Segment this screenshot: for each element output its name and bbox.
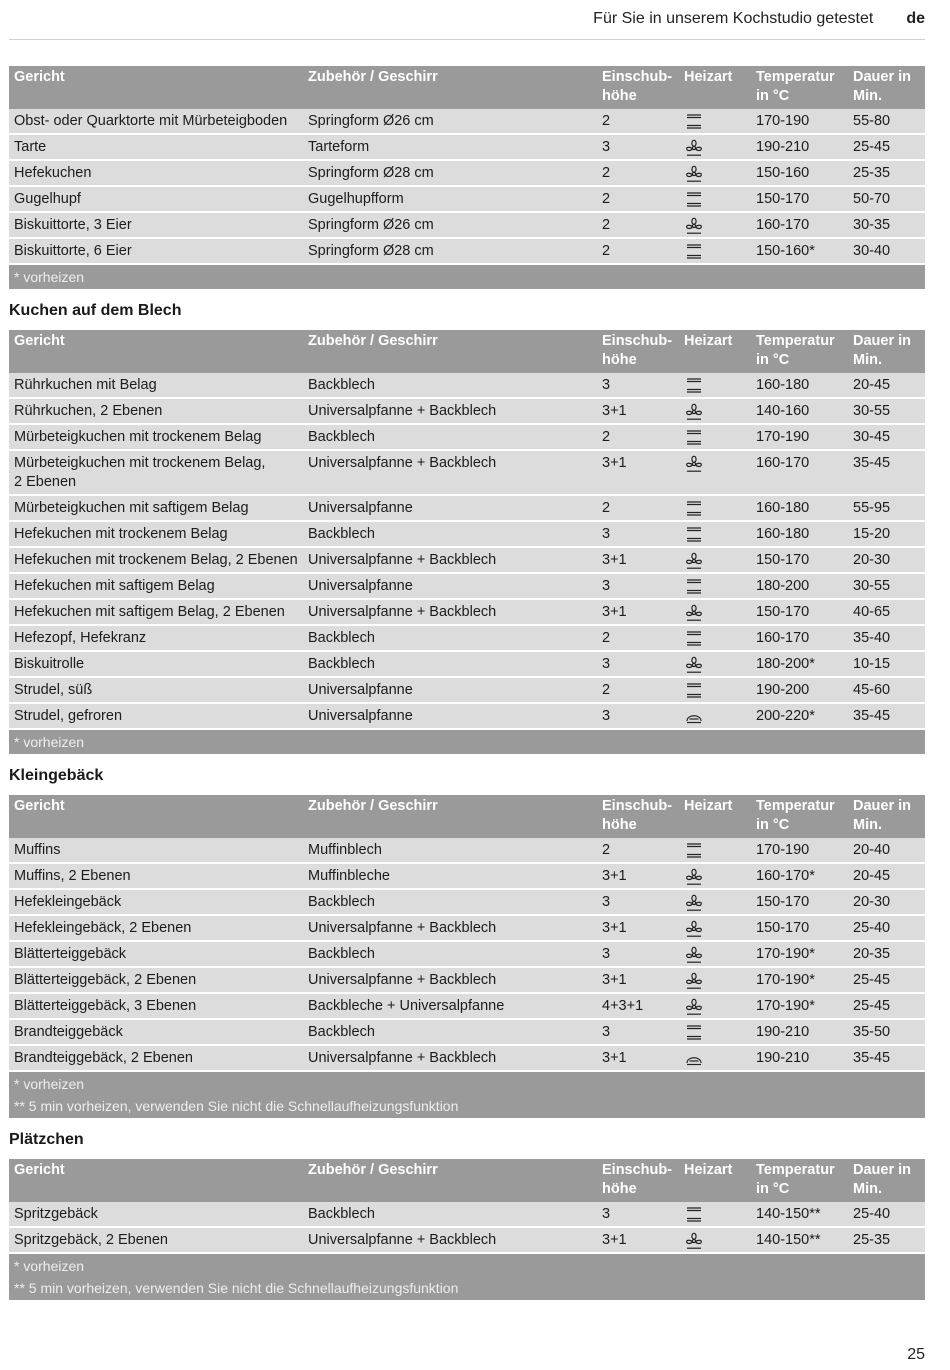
column-header-heating: Heizart [684, 798, 733, 814]
column-header-heating: Heizart [684, 69, 733, 85]
column-header-level: Einschub- höhe [602, 69, 673, 104]
heating-cell [679, 967, 751, 993]
heating-cell [679, 547, 751, 573]
footnote-text: * vorheizen [9, 264, 925, 289]
heating-cell [679, 238, 751, 264]
dish-cell: Muffins [14, 842, 61, 858]
table-row [9, 547, 925, 573]
temperature-cell: 190-200 [751, 677, 848, 703]
accessory-cell: Backblech [303, 941, 597, 967]
recipe-tables [9, 66, 925, 1300]
column-header-dish: Gericht [14, 69, 65, 85]
column-header-temperature: Temperatur in °C [756, 333, 835, 368]
column-header-duration: Dauer in Min. [853, 798, 912, 833]
table-row [9, 941, 925, 967]
heating-cell [679, 109, 751, 134]
duration-cell: 30-40 [848, 238, 925, 264]
duration-cell: 25-35 [848, 1227, 925, 1253]
level-cell: 4+3+1 [597, 993, 679, 1019]
footnote-row [9, 1278, 925, 1300]
heating-cell [679, 1045, 751, 1071]
heating-cell [679, 186, 751, 212]
top-bottom-heat-icon [684, 681, 704, 700]
table-row [9, 1045, 925, 1071]
heating-cell [679, 599, 751, 625]
section-title: Kuchen auf dem Blech [9, 302, 182, 319]
column-header-level: Einschub- höhe [602, 798, 673, 833]
heating-cell [679, 651, 751, 677]
accessory-cell: Universalpfanne [303, 703, 597, 729]
hot-air-icon [684, 138, 704, 157]
heating-cell [679, 993, 751, 1019]
table-row [9, 495, 925, 521]
temperature-cell: 170-190* [751, 941, 848, 967]
table-row [9, 967, 925, 993]
table-header-row [9, 66, 925, 109]
pizza-setting-icon [684, 1049, 704, 1068]
dish-cell: Muffins, 2 Ebenen [9, 863, 303, 889]
heating-cell [679, 1227, 751, 1253]
accessory-cell: Universalpfanne + Backblech [303, 1045, 597, 1071]
heating-cell [679, 863, 751, 889]
accessory-cell: Universalpfanne [303, 495, 597, 521]
dish-cell: Strudel, gefroren [9, 703, 303, 729]
temperature-cell: 170-190* [751, 993, 848, 1019]
dish-cell: Hefezopf, Hefekranz [9, 625, 303, 651]
column-header-accessory: Zubehör / Geschirr [308, 333, 438, 349]
temperature-cell: 160-180 [751, 495, 848, 521]
column-header-heating: Heizart [684, 1162, 733, 1178]
level-cell: 2 [597, 625, 679, 651]
temperature-cell: 150-170 [751, 889, 848, 915]
hot-air-icon [684, 164, 704, 183]
heating-cell [679, 495, 751, 521]
level-cell: 2 [597, 495, 679, 521]
level-cell: 3 [597, 889, 679, 915]
temperature-cell: 150-170 [751, 915, 848, 941]
table-row [9, 424, 925, 450]
heating-cell [679, 160, 751, 186]
table-row [9, 863, 925, 889]
top-bottom-heat-icon [684, 577, 704, 596]
dish-cell: Spritzgebäck, 2 Ebenen [9, 1227, 303, 1253]
accessory-cell: Backblech [308, 1206, 375, 1222]
dish-cell: Blätterteiggebäck, 2 Ebenen [9, 967, 303, 993]
table-row [9, 993, 925, 1019]
temperature-cell: 170-190 [751, 424, 848, 450]
table-row [9, 573, 925, 599]
top-bottom-heat-icon [684, 499, 704, 518]
hot-air-icon [684, 867, 704, 886]
table-row [9, 1202, 925, 1227]
accessory-cell: Muffinbleche [303, 863, 597, 889]
dish-cell: Mürbeteigkuchen mit saftigem Belag [9, 495, 303, 521]
heating-cell [679, 212, 751, 238]
duration-cell: 35-45 [848, 1045, 925, 1071]
temperature-cell: 140-150** [751, 1227, 848, 1253]
heating-cell [679, 573, 751, 599]
top-bottom-heat-icon [684, 525, 704, 544]
table-row [9, 160, 925, 186]
duration-cell: 25-45 [848, 967, 925, 993]
heating-cell [679, 521, 751, 547]
table-row [9, 1019, 925, 1045]
dish-cell: Gugelhupf [9, 186, 303, 212]
level-cell: 2 [597, 424, 679, 450]
accessory-cell: Universalpfanne [303, 573, 597, 599]
accessory-cell: Springform Ø28 cm [303, 160, 597, 186]
temperature-cell: 170-190 [756, 842, 810, 858]
column-header-temperature: Temperatur in °C [756, 1162, 835, 1197]
footnote-row [9, 1071, 925, 1096]
hot-air-icon [684, 454, 704, 473]
temperature-cell: 150-160* [751, 238, 848, 264]
heating-cell [679, 134, 751, 160]
footnote-row [9, 264, 925, 289]
accessory-cell: Backblech [303, 424, 597, 450]
language-code: de [906, 10, 925, 27]
header-divider [9, 39, 925, 40]
hot-air-icon [684, 1231, 704, 1250]
temperature-cell: 180-200 [751, 573, 848, 599]
dish-cell: Hefekuchen mit trockenem Belag, 2 Ebenen [9, 547, 303, 573]
hot-air-icon [684, 551, 704, 570]
dish-cell: Strudel, süß [9, 677, 303, 703]
accessory-cell: Backblech [308, 377, 375, 393]
table-row [9, 212, 925, 238]
table-header-row [9, 1159, 925, 1202]
table-row [9, 134, 925, 160]
hot-air-icon [684, 655, 704, 674]
duration-cell: 25-40 [853, 1206, 891, 1222]
page-number: 25 [907, 1346, 925, 1363]
heating-cell [679, 677, 751, 703]
accessory-cell: Universalpfanne + Backblech [303, 915, 597, 941]
footnote-text: * vorheizen [9, 1253, 925, 1278]
hot-air-icon [684, 603, 704, 622]
dish-cell: Hefekuchen mit saftigem Belag, 2 Ebenen [9, 599, 303, 625]
temperature-cell: 150-160 [751, 160, 848, 186]
dish-cell: Tarte [9, 134, 303, 160]
column-header-dish: Gericht [14, 798, 65, 814]
level-cell: 3+1 [597, 967, 679, 993]
pizza-setting-icon [684, 707, 704, 726]
accessory-cell: Backblech [303, 889, 597, 915]
temperature-cell: 170-190* [751, 967, 848, 993]
heating-cell [679, 941, 751, 967]
table-header-row [9, 330, 925, 373]
column-header-accessory: Zubehör / Geschirr [308, 798, 438, 814]
section-title: Kleingebäck [9, 767, 104, 784]
heating-cell [679, 373, 751, 398]
level-cell: 2 [597, 186, 679, 212]
level-cell: 3 [597, 703, 679, 729]
accessory-cell: Gugelhupfform [303, 186, 597, 212]
level-cell: 3 [602, 377, 611, 393]
dish-cell: Blätterteiggebäck, 3 Ebenen [9, 993, 303, 1019]
column-header-accessory: Zubehör / Geschirr [308, 69, 438, 85]
table-row [9, 889, 925, 915]
dish-cell: Rührkuchen mit Belag [14, 377, 157, 393]
duration-cell: 25-45 [848, 993, 925, 1019]
dish-cell: Obst- oder Quarktorte mit Mürbeteigboden [14, 113, 288, 129]
table-row [9, 599, 925, 625]
heating-cell [679, 915, 751, 941]
header-title: Für Sie in unserem Kochstudio getestet [593, 10, 874, 27]
top-bottom-heat-icon [684, 1023, 704, 1042]
level-cell: 3 [597, 1019, 679, 1045]
accessory-cell: Backblech [303, 625, 597, 651]
dish-cell: Biskuitrolle [9, 651, 303, 677]
top-bottom-heat-icon [684, 190, 704, 209]
temperature-cell: 160-180 [756, 377, 810, 393]
column-header-accessory: Zubehör / Geschirr [308, 1162, 438, 1178]
temperature-cell: 150-170 [751, 186, 848, 212]
level-cell: 3 [597, 941, 679, 967]
heating-cell [679, 424, 751, 450]
dish-cell: Biskuittorte, 6 Eier [9, 238, 303, 264]
level-cell: 2 [597, 160, 679, 186]
column-header-temperature: Temperatur in °C [756, 69, 835, 104]
top-bottom-heat-icon [684, 841, 704, 860]
level-cell: 3 [597, 573, 679, 599]
recipe-table [9, 66, 925, 289]
accessory-cell: Universalpfanne + Backblech [303, 599, 597, 625]
level-cell: 3+1 [597, 1227, 679, 1253]
temperature-cell: 160-170 [751, 450, 848, 495]
heating-cell [679, 889, 751, 915]
dish-cell: Blätterteiggebäck [9, 941, 303, 967]
level-cell: 3+1 [597, 450, 679, 495]
dish-cell: Mürbeteigkuchen mit trockenem Belag [9, 424, 303, 450]
duration-cell: 55-95 [848, 495, 925, 521]
page-header [593, 8, 925, 30]
accessory-cell: Springform Ø26 cm [303, 212, 597, 238]
column-header-dish: Gericht [14, 333, 65, 349]
recipe-table [9, 795, 925, 1118]
hot-air-icon [684, 997, 704, 1016]
level-cell: 2 [602, 113, 611, 129]
table-row [9, 651, 925, 677]
table-row [9, 625, 925, 651]
duration-cell: 30-55 [848, 573, 925, 599]
accessory-cell: Backblech [303, 521, 597, 547]
footnote-row [9, 729, 925, 754]
column-header-level: Einschub- höhe [602, 1162, 673, 1197]
table-row [9, 109, 925, 134]
top-bottom-heat-icon [684, 428, 704, 447]
level-cell: 2 [597, 677, 679, 703]
heating-cell [679, 450, 751, 495]
accessory-cell: Universalpfanne + Backblech [303, 450, 597, 495]
column-header-duration: Dauer in Min. [853, 69, 912, 104]
duration-cell: 10-15 [848, 651, 925, 677]
dish-cell: Biskuittorte, 3 Eier [9, 212, 303, 238]
accessory-cell: Backbleche + Universalpfanne [303, 993, 597, 1019]
temperature-cell: 140-160 [751, 398, 848, 424]
hot-air-icon [684, 893, 704, 912]
accessory-cell: Universalpfanne + Backblech [303, 398, 597, 424]
duration-cell: 35-45 [848, 703, 925, 729]
table-row [9, 373, 925, 398]
duration-cell: 35-50 [848, 1019, 925, 1045]
accessory-cell: Backblech [303, 651, 597, 677]
hot-air-icon [684, 402, 704, 421]
accessory-cell: Tarteform [303, 134, 597, 160]
level-cell: 3+1 [597, 547, 679, 573]
dish-cell: Rührkuchen, 2 Ebenen [9, 398, 303, 424]
temperature-cell: 170-190 [756, 113, 810, 129]
duration-cell: 35-40 [848, 625, 925, 651]
accessory-cell: Universalpfanne + Backblech [303, 547, 597, 573]
dish-cell: Hefekleingebäck, 2 Ebenen [9, 915, 303, 941]
level-cell: 2 [597, 238, 679, 264]
table-row [9, 915, 925, 941]
duration-cell: 55-80 [853, 113, 891, 129]
column-header-duration: Dauer in Min. [853, 333, 912, 368]
table-row [9, 450, 925, 495]
top-bottom-heat-icon [684, 629, 704, 648]
temperature-cell: 200-220* [751, 703, 848, 729]
duration-cell: 40-65 [848, 599, 925, 625]
footnote-text: * vorheizen [9, 729, 925, 754]
hot-air-icon [684, 945, 704, 964]
level-cell: 3 [597, 651, 679, 677]
duration-cell: 30-45 [848, 424, 925, 450]
dish-cell: Hefekleingebäck [9, 889, 303, 915]
hot-air-icon [684, 971, 704, 990]
heating-cell [679, 703, 751, 729]
duration-cell: 20-30 [848, 547, 925, 573]
heating-cell [679, 1019, 751, 1045]
column-header-duration: Dauer in Min. [853, 1162, 912, 1197]
level-cell: 2 [597, 212, 679, 238]
footnote-row [9, 1096, 925, 1118]
duration-cell: 20-35 [848, 941, 925, 967]
dish-cell: Brandteiggebäck, 2 Ebenen [9, 1045, 303, 1071]
footnote-text: * vorheizen [9, 1071, 925, 1096]
accessory-cell: Muffinblech [308, 842, 382, 858]
table-row [9, 186, 925, 212]
accessory-cell: Backblech [303, 1019, 597, 1045]
level-cell: 3+1 [597, 915, 679, 941]
duration-cell: 50-70 [848, 186, 925, 212]
duration-cell: 35-45 [848, 450, 925, 495]
top-bottom-heat-icon [684, 1205, 704, 1224]
heating-cell [679, 398, 751, 424]
table-row [9, 838, 925, 863]
accessory-cell: Springform Ø26 cm [308, 113, 434, 129]
section-title: Plätzchen [9, 1131, 84, 1148]
level-cell: 3 [597, 521, 679, 547]
level-cell: 3+1 [597, 599, 679, 625]
hot-air-icon [684, 216, 704, 235]
heating-cell [679, 1202, 751, 1227]
duration-cell: 30-55 [848, 398, 925, 424]
level-cell: 3 [602, 1206, 611, 1222]
table-row [9, 677, 925, 703]
duration-cell: 25-40 [848, 915, 925, 941]
accessory-cell: Springform Ø28 cm [303, 238, 597, 264]
recipe-table [9, 1159, 925, 1300]
duration-cell: 20-45 [853, 377, 891, 393]
temperature-cell: 160-170 [751, 212, 848, 238]
top-bottom-heat-icon [684, 242, 704, 261]
hot-air-icon [684, 919, 704, 938]
column-header-temperature: Temperatur in °C [756, 798, 835, 833]
table-row [9, 703, 925, 729]
dish-cell: Brandteiggebäck [9, 1019, 303, 1045]
temperature-cell: 160-170 [751, 625, 848, 651]
temperature-cell: 160-170* [751, 863, 848, 889]
temperature-cell: 150-170 [751, 599, 848, 625]
duration-cell: 25-35 [848, 160, 925, 186]
dish-cell: Hefekuchen mit trockenem Belag [9, 521, 303, 547]
duration-cell: 20-40 [853, 842, 891, 858]
duration-cell: 30-35 [848, 212, 925, 238]
column-header-level: Einschub- höhe [602, 333, 673, 368]
temperature-cell: 140-150** [756, 1206, 821, 1222]
table-row [9, 521, 925, 547]
table-row [9, 238, 925, 264]
accessory-cell: Universalpfanne [303, 677, 597, 703]
level-cell: 2 [602, 842, 611, 858]
footnote-row [9, 1253, 925, 1278]
table-row [9, 1227, 925, 1253]
temperature-cell: 180-200* [751, 651, 848, 677]
temperature-cell: 190-210 [751, 134, 848, 160]
temperature-cell: 150-170 [751, 547, 848, 573]
top-bottom-heat-icon [684, 376, 704, 395]
temperature-cell: 160-180 [751, 521, 848, 547]
accessory-cell: Universalpfanne + Backblech [303, 1227, 597, 1253]
temperature-cell: 190-210 [751, 1019, 848, 1045]
heating-cell [679, 838, 751, 863]
level-cell: 3+1 [597, 863, 679, 889]
duration-cell: 15-20 [848, 521, 925, 547]
table-header-row [9, 795, 925, 838]
top-bottom-heat-icon [684, 112, 704, 131]
recipe-table [9, 330, 925, 754]
level-cell: 3 [597, 134, 679, 160]
footnote-text: ** 5 min vorheizen, verwenden Sie nicht die Schnellaufheizungsfunktion [14, 1280, 459, 1296]
level-cell: 3+1 [597, 1045, 679, 1071]
duration-cell: 25-45 [848, 134, 925, 160]
level-cell: 3+1 [597, 398, 679, 424]
duration-cell: 20-30 [848, 889, 925, 915]
dish-cell: Spritzgebäck [14, 1206, 98, 1222]
accessory-cell: Universalpfanne + Backblech [303, 967, 597, 993]
footnote-text: ** 5 min vorheizen, verwenden Sie nicht die Schnellaufheizungsfunktion [14, 1098, 459, 1114]
table-row [9, 398, 925, 424]
duration-cell: 45-60 [848, 677, 925, 703]
dish-cell: Hefekuchen [9, 160, 303, 186]
dish-cell: Mürbeteigkuchen mit trockenem Belag, 2 Ebenen [9, 450, 303, 495]
heating-cell [679, 625, 751, 651]
dish-cell: Hefekuchen mit saftigem Belag [9, 573, 303, 599]
temperature-cell: 190-210 [751, 1045, 848, 1071]
column-header-heating: Heizart [684, 333, 733, 349]
column-header-dish: Gericht [14, 1162, 65, 1178]
duration-cell: 20-45 [848, 863, 925, 889]
